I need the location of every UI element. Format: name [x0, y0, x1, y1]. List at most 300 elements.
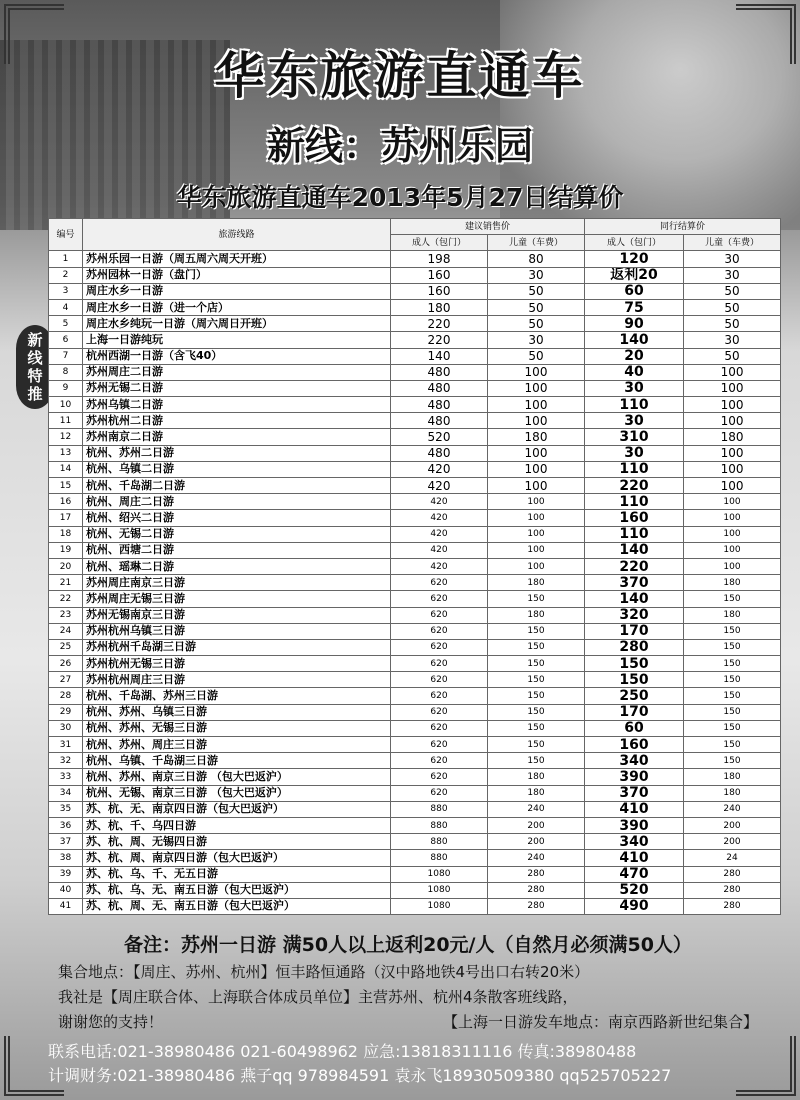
suggested-child-price: 100 [488, 413, 585, 429]
suggested-adult-price: 140 [391, 348, 488, 364]
table-row [49, 461, 781, 477]
peer-child-price: 100 [684, 413, 781, 429]
peer-adult-price: 30 [585, 445, 684, 461]
route-name: 苏州周庄南京三日游 [83, 575, 391, 591]
suggested-child-price: 150 [488, 623, 585, 639]
peer-adult-price: 60 [585, 720, 684, 736]
peer-adult-price: 280 [585, 639, 684, 655]
suggested-child-price: 200 [488, 817, 585, 833]
row-number: 24 [49, 623, 83, 639]
suggested-adult-price: 180 [391, 299, 488, 315]
table-row [49, 607, 781, 623]
suggested-adult-price: 880 [391, 834, 488, 850]
notes-section [58, 930, 758, 1032]
suggested-adult-price: 1080 [391, 866, 488, 882]
suggested-child-price: 240 [488, 801, 585, 817]
peer-adult-price: 20 [585, 348, 684, 364]
route-name: 苏、杭、周、南京四日游（包大巴返沪） [83, 850, 391, 866]
peer-adult-price: 340 [585, 753, 684, 769]
header-suggested-adult: 成人（包门） [391, 235, 488, 251]
suggested-adult-price: 160 [391, 283, 488, 299]
suggested-child-price: 240 [488, 850, 585, 866]
suggested-child-price: 150 [488, 720, 585, 736]
suggested-child-price: 150 [488, 737, 585, 753]
row-number: 12 [49, 429, 83, 445]
row-number: 13 [49, 445, 83, 461]
peer-adult-price: 160 [585, 737, 684, 753]
peer-child-price: 100 [684, 526, 781, 542]
suggested-child-price: 150 [488, 704, 585, 720]
table-row [49, 299, 781, 315]
suggested-adult-price: 160 [391, 267, 488, 283]
row-number: 33 [49, 769, 83, 785]
suggested-adult-price: 880 [391, 817, 488, 833]
badge-char: 特 [27, 367, 43, 385]
suggested-child-price: 100 [488, 397, 585, 413]
header-peer-child: 儿童（车费） [684, 235, 781, 251]
table-row [49, 429, 781, 445]
route-name: 苏州无锡二日游 [83, 380, 391, 396]
peer-adult-price: 150 [585, 656, 684, 672]
peer-adult-price: 75 [585, 299, 684, 315]
route-name: 苏州杭州周庄三日游 [83, 672, 391, 688]
route-name: 苏、杭、周、无锡四日游 [83, 834, 391, 850]
suggested-adult-price: 620 [391, 575, 488, 591]
table-row [49, 656, 781, 672]
peer-child-price: 150 [684, 639, 781, 655]
table-row [49, 850, 781, 866]
row-number: 29 [49, 704, 83, 720]
peer-adult-price: 150 [585, 672, 684, 688]
peer-child-price: 150 [684, 656, 781, 672]
suggested-adult-price: 620 [391, 704, 488, 720]
table-row [49, 445, 781, 461]
suggested-adult-price: 620 [391, 720, 488, 736]
peer-child-price: 180 [684, 575, 781, 591]
row-number: 9 [49, 380, 83, 396]
suggested-child-price: 50 [488, 299, 585, 315]
route-name: 苏、杭、无、南京四日游（包大巴返沪） [83, 801, 391, 817]
row-number: 16 [49, 494, 83, 510]
row-number: 11 [49, 413, 83, 429]
table-row [49, 364, 781, 380]
suggested-child-price: 100 [488, 445, 585, 461]
suggested-child-price: 30 [488, 332, 585, 348]
peer-adult-price: 返利20 [585, 267, 684, 283]
route-name: 周庄水乡一日游 [83, 283, 391, 299]
peer-child-price: 280 [684, 898, 781, 914]
suggested-adult-price: 620 [391, 639, 488, 655]
peer-child-price: 280 [684, 882, 781, 898]
peer-child-price: 150 [684, 737, 781, 753]
route-name: 杭州、乌镇二日游 [83, 461, 391, 477]
header-peer: 同行结算价 [585, 219, 781, 235]
price-table-body [49, 251, 781, 915]
suggested-child-price: 150 [488, 688, 585, 704]
suggested-child-price: 100 [488, 526, 585, 542]
suggested-adult-price: 480 [391, 445, 488, 461]
peer-adult-price: 370 [585, 785, 684, 801]
suggested-adult-price: 620 [391, 607, 488, 623]
row-number: 14 [49, 461, 83, 477]
peer-adult-price: 390 [585, 769, 684, 785]
row-number: 26 [49, 656, 83, 672]
row-number: 36 [49, 817, 83, 833]
suggested-adult-price: 520 [391, 429, 488, 445]
route-name: 杭州、绍兴二日游 [83, 510, 391, 526]
peer-adult-price: 110 [585, 397, 684, 413]
peer-child-price: 100 [684, 461, 781, 477]
route-name: 杭州、苏州、周庄三日游 [83, 737, 391, 753]
row-number: 15 [49, 478, 83, 494]
route-name: 苏州周庄二日游 [83, 364, 391, 380]
peer-adult-price: 110 [585, 461, 684, 477]
route-name: 苏州杭州二日游 [83, 413, 391, 429]
route-name: 杭州、苏州、乌镇三日游 [83, 704, 391, 720]
row-number: 32 [49, 753, 83, 769]
peer-adult-price: 160 [585, 510, 684, 526]
route-name: 苏、杭、千、乌四日游 [83, 817, 391, 833]
suggested-child-price: 180 [488, 575, 585, 591]
row-number: 17 [49, 510, 83, 526]
header-route: 旅游线路 [83, 219, 391, 251]
suggested-adult-price: 880 [391, 801, 488, 817]
peer-adult-price: 520 [585, 882, 684, 898]
suggested-adult-price: 220 [391, 316, 488, 332]
row-number: 10 [49, 397, 83, 413]
header-peer-adult: 成人（包门） [585, 235, 684, 251]
peer-adult-price: 60 [585, 283, 684, 299]
header-suggested: 建议销售价 [391, 219, 585, 235]
peer-adult-price: 310 [585, 429, 684, 445]
route-name: 苏、杭、乌、千、无五日游 [83, 866, 391, 882]
peer-adult-price: 320 [585, 607, 684, 623]
table-row [49, 834, 781, 850]
suggested-child-price: 50 [488, 283, 585, 299]
peer-child-price: 150 [684, 688, 781, 704]
suggested-child-price: 100 [488, 364, 585, 380]
route-name: 杭州、乌镇、千岛湖三日游 [83, 753, 391, 769]
route-name: 杭州、无锡、南京三日游 （包大巴返沪） [83, 785, 391, 801]
suggested-adult-price: 620 [391, 672, 488, 688]
suggested-child-price: 180 [488, 429, 585, 445]
peer-child-price: 150 [684, 623, 781, 639]
suggested-adult-price: 480 [391, 380, 488, 396]
table-row [49, 348, 781, 364]
route-name: 苏州乐园一日游（周五周六周天开班） [83, 251, 391, 267]
suggested-adult-price: 620 [391, 591, 488, 607]
row-number: 3 [49, 283, 83, 299]
route-name: 杭州、西塘二日游 [83, 542, 391, 558]
table-row [49, 623, 781, 639]
table-row [49, 558, 781, 574]
peer-adult-price: 170 [585, 704, 684, 720]
route-name: 苏州园林一日游（盘门） [83, 267, 391, 283]
peer-adult-price: 410 [585, 801, 684, 817]
row-number: 1 [49, 251, 83, 267]
route-name: 杭州、苏州、无锡三日游 [83, 720, 391, 736]
suggested-adult-price: 420 [391, 510, 488, 526]
suggested-child-price: 180 [488, 607, 585, 623]
suggested-child-price: 100 [488, 380, 585, 396]
suggested-adult-price: 480 [391, 397, 488, 413]
row-number: 35 [49, 801, 83, 817]
suggested-adult-price: 620 [391, 737, 488, 753]
table-row [49, 720, 781, 736]
contact-line: 联系电话:021-38980486 021-60498962 应急:13818311116 传真:38980488 [48, 1042, 637, 1061]
suggested-child-price: 100 [488, 494, 585, 510]
peer-adult-price: 470 [585, 866, 684, 882]
peer-adult-price: 220 [585, 478, 684, 494]
table-row [49, 866, 781, 882]
peer-adult-price: 110 [585, 526, 684, 542]
route-name: 上海一日游纯玩 [83, 332, 391, 348]
row-number: 23 [49, 607, 83, 623]
suggested-adult-price: 420 [391, 542, 488, 558]
row-number: 19 [49, 542, 83, 558]
suggested-adult-price: 620 [391, 769, 488, 785]
peer-adult-price: 140 [585, 332, 684, 348]
peer-child-price: 100 [684, 558, 781, 574]
table-row [49, 510, 781, 526]
price-list-title: 华东旅游直通车2013年5月27日结算价 [176, 183, 624, 212]
meeting-point: 集合地点：【周庄、苏州、杭州】恒丰路恒通路（汉中路地铁4号出口右转20米） [58, 963, 590, 981]
peer-child-price: 200 [684, 834, 781, 850]
table-row [49, 542, 781, 558]
badge-char: 新 [27, 331, 43, 349]
route-name: 杭州、苏州、南京三日游 （包大巴返沪） [83, 769, 391, 785]
row-number: 4 [49, 299, 83, 315]
suggested-adult-price: 620 [391, 753, 488, 769]
table-row [49, 801, 781, 817]
suggested-child-price: 150 [488, 591, 585, 607]
table-row [49, 639, 781, 655]
peer-adult-price: 30 [585, 413, 684, 429]
row-number: 37 [49, 834, 83, 850]
route-name: 杭州、瑶琳二日游 [83, 558, 391, 574]
table-row [49, 769, 781, 785]
peer-child-price: 100 [684, 478, 781, 494]
suggested-child-price: 50 [488, 316, 585, 332]
row-number: 39 [49, 866, 83, 882]
suggested-child-price: 150 [488, 656, 585, 672]
peer-adult-price: 370 [585, 575, 684, 591]
suggested-child-price: 280 [488, 898, 585, 914]
row-number: 31 [49, 737, 83, 753]
peer-child-price: 150 [684, 720, 781, 736]
row-number: 2 [49, 267, 83, 283]
suggested-adult-price: 220 [391, 332, 488, 348]
peer-adult-price: 90 [585, 316, 684, 332]
row-number: 20 [49, 558, 83, 574]
route-name: 苏州乌镇二日游 [83, 397, 391, 413]
route-name: 苏州无锡南京三日游 [83, 607, 391, 623]
table-row [49, 704, 781, 720]
table-row [49, 882, 781, 898]
peer-child-price: 100 [684, 364, 781, 380]
peer-child-price: 30 [684, 267, 781, 283]
suggested-child-price: 200 [488, 834, 585, 850]
suggested-child-price: 100 [488, 478, 585, 494]
contact-info [48, 1040, 778, 1088]
peer-child-price: 150 [684, 704, 781, 720]
suggested-child-price: 100 [488, 510, 585, 526]
peer-child-price: 30 [684, 251, 781, 267]
peer-child-price: 100 [684, 542, 781, 558]
peer-child-price: 180 [684, 429, 781, 445]
row-number: 18 [49, 526, 83, 542]
route-name: 苏州南京二日游 [83, 429, 391, 445]
table-row [49, 575, 781, 591]
peer-child-price: 150 [684, 753, 781, 769]
table-row [49, 316, 781, 332]
row-number: 22 [49, 591, 83, 607]
table-row [49, 380, 781, 396]
peer-adult-price: 170 [585, 623, 684, 639]
suggested-adult-price: 880 [391, 850, 488, 866]
header-suggested-child: 儿童（车费） [488, 235, 585, 251]
table-row [49, 283, 781, 299]
peer-child-price: 50 [684, 316, 781, 332]
table-row [49, 737, 781, 753]
peer-child-price: 100 [684, 380, 781, 396]
peer-child-price: 240 [684, 801, 781, 817]
badge-char: 推 [27, 385, 43, 403]
table-row [49, 251, 781, 267]
route-name: 杭州、千岛湖、苏州三日游 [83, 688, 391, 704]
row-number: 34 [49, 785, 83, 801]
suggested-adult-price: 620 [391, 688, 488, 704]
rebate-note: 备注：苏州一日游 满50人以上返利20元/人（自然月必须满50人） [124, 934, 692, 956]
row-number: 21 [49, 575, 83, 591]
table-row [49, 413, 781, 429]
suggested-adult-price: 620 [391, 785, 488, 801]
peer-adult-price: 490 [585, 898, 684, 914]
suggested-adult-price: 420 [391, 461, 488, 477]
suggested-adult-price: 198 [391, 251, 488, 267]
suggested-child-price: 280 [488, 866, 585, 882]
peer-adult-price: 250 [585, 688, 684, 704]
table-row [49, 397, 781, 413]
suggested-child-price: 80 [488, 251, 585, 267]
peer-child-price: 180 [684, 769, 781, 785]
peer-child-price: 30 [684, 332, 781, 348]
route-name: 周庄水乡纯玩一日游（周六周日开班） [83, 316, 391, 332]
row-number: 5 [49, 316, 83, 332]
peer-adult-price: 340 [585, 834, 684, 850]
route-name: 苏、杭、乌、无、南五日游（包大巴返沪） [83, 882, 391, 898]
peer-child-price: 280 [684, 866, 781, 882]
suggested-adult-price: 420 [391, 558, 488, 574]
price-table [48, 218, 781, 915]
row-number: 7 [49, 348, 83, 364]
peer-adult-price: 220 [585, 558, 684, 574]
table-row [49, 478, 781, 494]
suggested-child-price: 150 [488, 672, 585, 688]
suggested-adult-price: 420 [391, 526, 488, 542]
table-row [49, 526, 781, 542]
row-number: 27 [49, 672, 83, 688]
route-name: 苏、杭、周、无、南五日游（包大巴返沪） [83, 898, 391, 914]
route-name: 杭州、苏州二日游 [83, 445, 391, 461]
row-number: 8 [49, 364, 83, 380]
peer-child-price: 50 [684, 299, 781, 315]
peer-child-price: 100 [684, 494, 781, 510]
suggested-child-price: 180 [488, 785, 585, 801]
table-row [49, 817, 781, 833]
table-row [49, 785, 781, 801]
page-title: 华东旅游直通车 [214, 47, 586, 105]
peer-child-price: 50 [684, 283, 781, 299]
suggested-adult-price: 620 [391, 656, 488, 672]
row-number: 40 [49, 882, 83, 898]
suggested-child-price: 100 [488, 461, 585, 477]
peer-adult-price: 40 [585, 364, 684, 380]
suggested-adult-price: 620 [391, 623, 488, 639]
table-row [49, 591, 781, 607]
thanks-note: 谢谢您的支持！ [58, 1013, 164, 1031]
peer-adult-price: 30 [585, 380, 684, 396]
suggested-child-price: 30 [488, 267, 585, 283]
contact-line: 计调财务:021-38980486 燕子qq 978984591 袁永飞18930509380 qq525705227 [48, 1066, 672, 1085]
row-number: 41 [49, 898, 83, 914]
peer-child-price: 100 [684, 397, 781, 413]
suggested-adult-price: 1080 [391, 898, 488, 914]
peer-child-price: 180 [684, 785, 781, 801]
peer-child-price: 24 [684, 850, 781, 866]
peer-child-price: 180 [684, 607, 781, 623]
row-number: 28 [49, 688, 83, 704]
peer-adult-price: 120 [585, 251, 684, 267]
row-number: 30 [49, 720, 83, 736]
table-row [49, 332, 781, 348]
route-name: 苏州周庄无锡三日游 [83, 591, 391, 607]
suggested-adult-price: 480 [391, 413, 488, 429]
peer-child-price: 100 [684, 445, 781, 461]
suggested-adult-price: 420 [391, 494, 488, 510]
route-name: 周庄水乡一日游（进一个店） [83, 299, 391, 315]
suggested-child-price: 100 [488, 542, 585, 558]
suggested-child-price: 100 [488, 558, 585, 574]
table-row [49, 898, 781, 914]
peer-child-price: 150 [684, 591, 781, 607]
suggested-child-price: 280 [488, 882, 585, 898]
peer-adult-price: 110 [585, 494, 684, 510]
table-row [49, 753, 781, 769]
page-subtitle: 新线：苏州乐园 [266, 124, 533, 168]
peer-adult-price: 410 [585, 850, 684, 866]
badge-char: 线 [27, 349, 43, 367]
suggested-adult-price: 420 [391, 478, 488, 494]
row-number: 38 [49, 850, 83, 866]
suggested-adult-price: 480 [391, 364, 488, 380]
peer-adult-price: 390 [585, 817, 684, 833]
row-number: 25 [49, 639, 83, 655]
row-number: 6 [49, 332, 83, 348]
suggested-child-price: 150 [488, 753, 585, 769]
suggested-child-price: 50 [488, 348, 585, 364]
peer-child-price: 100 [684, 510, 781, 526]
route-name: 苏州杭州无锡三日游 [83, 656, 391, 672]
route-name: 苏州杭州千岛湖三日游 [83, 639, 391, 655]
peer-child-price: 50 [684, 348, 781, 364]
table-row [49, 494, 781, 510]
route-name: 杭州、周庄二日游 [83, 494, 391, 510]
table-row [49, 688, 781, 704]
peer-child-price: 200 [684, 817, 781, 833]
shanghai-departure: 【上海一日游发车地点：南京西路新世纪集合】 [442, 1013, 758, 1031]
peer-adult-price: 140 [585, 542, 684, 558]
